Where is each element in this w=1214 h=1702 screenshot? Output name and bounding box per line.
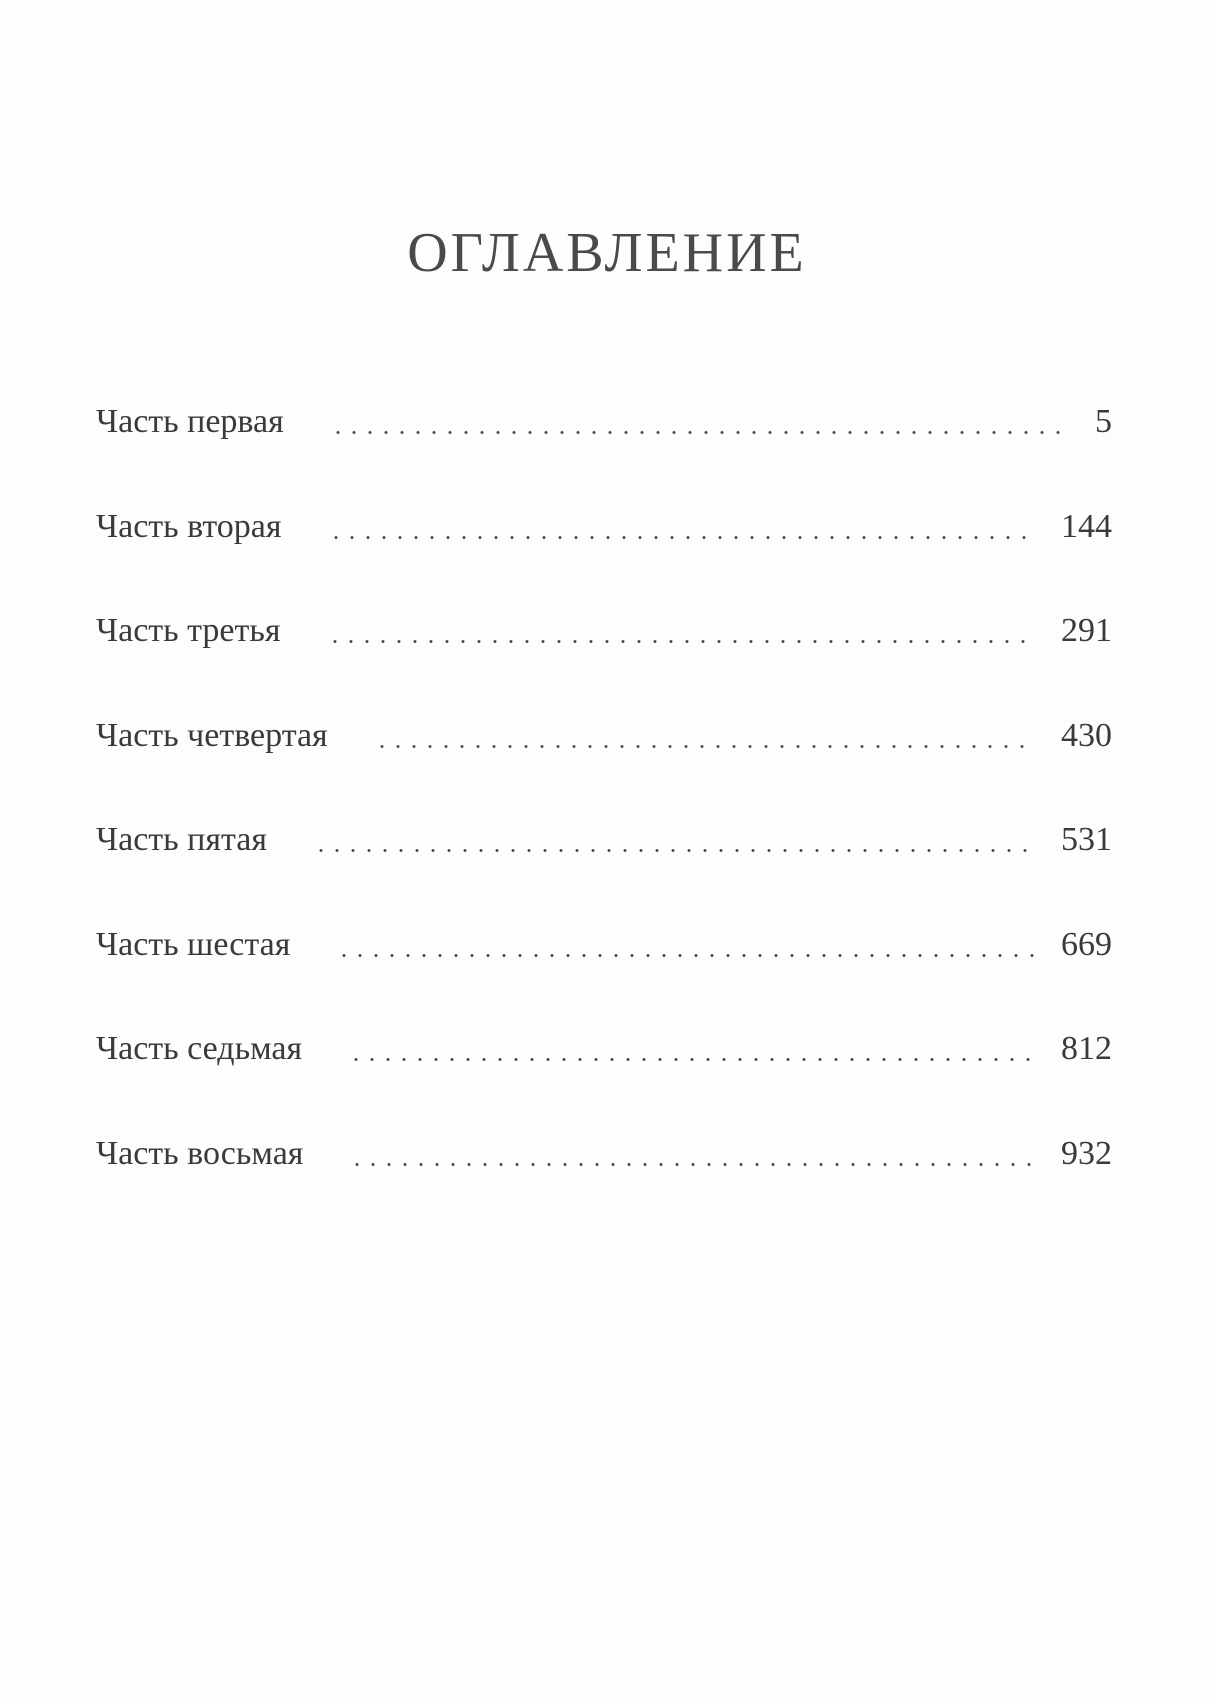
dot-leader	[328, 505, 1062, 549]
toc-entry-part-4[interactable]	[96, 714, 1112, 819]
dot-leader	[327, 609, 1061, 653]
dot-leader	[330, 400, 1092, 444]
toc-entry-page-number: 669	[1061, 925, 1112, 963]
toc-entry-part-2[interactable]	[96, 505, 1112, 610]
toc-entry-part-6[interactable]	[96, 923, 1112, 1028]
toc-entry-page-number: 531	[1061, 821, 1112, 858]
dot-leader	[348, 1027, 1061, 1071]
toc-entry-label: Часть первая	[96, 403, 284, 440]
dot-leader	[313, 818, 1061, 862]
toc-entry-part-7[interactable]	[96, 1027, 1112, 1132]
toc-entry-page-number: 144	[1061, 507, 1112, 545]
page-title: ОГЛАВЛЕНИЕ	[407, 222, 807, 284]
toc-entry-label: Часть шестая	[96, 925, 291, 963]
toc-entry-part-5[interactable]	[96, 818, 1112, 923]
toc-entry-page-number: 5	[1095, 403, 1112, 440]
toc-entry-label: Часть восьмая	[96, 1134, 304, 1172]
toc-entry-label: Часть третья	[96, 612, 281, 649]
toc-entry-label: Часть пятая	[96, 821, 267, 858]
toc-entry-label: Часть четвертая	[96, 716, 328, 754]
toc-entry-label: Часть седьмая	[96, 1030, 303, 1067]
toc-entry-label: Часть вторая	[96, 507, 282, 545]
dot-leader	[349, 1132, 1061, 1176]
toc-entry-part-3[interactable]	[96, 609, 1112, 714]
dot-leader	[374, 714, 1061, 758]
toc-entry-page-number: 291	[1061, 612, 1112, 649]
toc-entry-page-number: 430	[1061, 716, 1112, 754]
table-of-contents	[96, 400, 1112, 1236]
toc-entry-part-1[interactable]	[96, 400, 1112, 505]
toc-entry-page-number: 812	[1061, 1030, 1112, 1067]
dot-leader	[336, 923, 1061, 967]
toc-entry-part-8[interactable]	[96, 1132, 1112, 1237]
toc-entry-page-number: 932	[1061, 1134, 1112, 1172]
